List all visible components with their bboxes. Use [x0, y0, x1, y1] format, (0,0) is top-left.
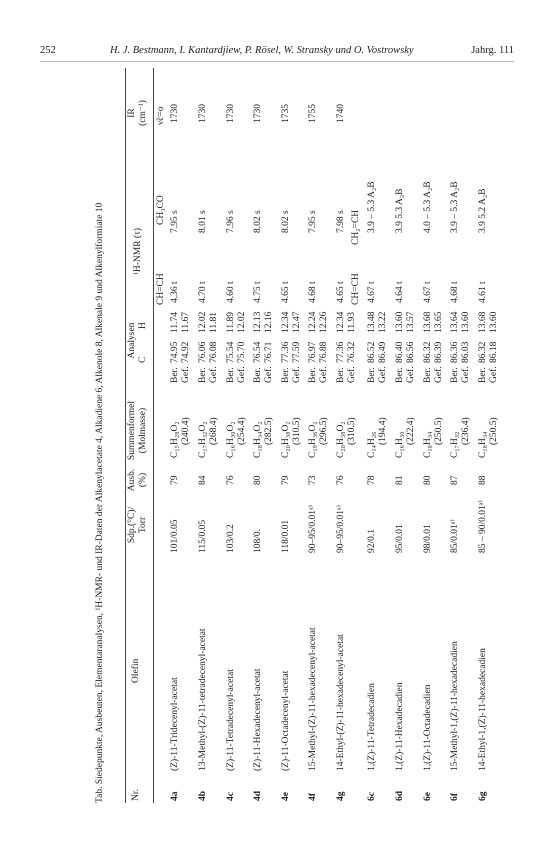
cell-formula: C₁₇H₃₂O₂	[198, 421, 208, 458]
cell-formula: C₂₀H₃₈O₂	[336, 421, 346, 458]
cell-found-c: 76.71	[264, 341, 274, 363]
cell-formula: C₁₇H₃₂	[450, 431, 460, 458]
cell-ausb: 80	[253, 475, 263, 485]
cell-ir: 1730	[170, 104, 180, 123]
cell-found-h: 13.60	[489, 311, 499, 333]
cell-ausb: 79	[281, 475, 291, 485]
cell-ir: 1730	[226, 104, 236, 123]
cell-olefin: (Z)-11-Hexadecenyl-acetat	[253, 668, 263, 771]
cell-calc-c: 76.54	[253, 341, 263, 363]
cell-calc-label: Ber.	[336, 367, 346, 383]
cell-found-h: 12.16	[264, 311, 274, 333]
cell-olefin: 1,(Z)-11-Octadecadien	[423, 684, 433, 771]
cell-nmr2: 3.9 – 5.3 A₂B	[450, 181, 460, 233]
cell-nmr2: 7.98 s	[336, 210, 346, 233]
cell-nr: 4a	[170, 791, 180, 801]
cell-calc-c: 86.40	[395, 341, 405, 363]
cell-formula: C₂₀H₃₈O₂	[281, 421, 291, 458]
cell-nmr2: 3.9 5.2 A₂B	[478, 188, 488, 233]
cell-found-c: 76.32	[347, 341, 357, 363]
cell-formula: C₁₆H₃₀O₂	[226, 421, 236, 458]
cell-sdp: 95/0.01	[395, 524, 405, 553]
cell-calc-h: 11.74	[170, 311, 180, 333]
cell-olefin: 15-Methyl-(Z)-11-hexadecenyl-acetat	[308, 627, 318, 771]
cell-ir: 1755	[308, 104, 318, 123]
cell-ir: 1730	[253, 104, 263, 123]
cell-found-label: Gef.	[406, 366, 416, 383]
cell-nmr2: 4.0 – 5.3 A₂B	[423, 181, 433, 233]
cell-calc-c: 86.52	[367, 341, 377, 363]
cell-found-h: 13.60	[461, 311, 471, 333]
cell-sdp: 108/0.	[253, 528, 263, 553]
cell-nmr2: 8.01 s	[198, 210, 208, 233]
cell-found-label: Gef.	[461, 366, 471, 383]
table-top-rule	[125, 68, 126, 803]
cell-calc-label: Ber.	[253, 367, 263, 383]
cell-found-c: 76.88	[319, 341, 329, 363]
cell-found-h: 12.26	[319, 311, 329, 333]
cell-sdp: 101/0.05	[170, 519, 180, 553]
cell-found-c: 77.59	[292, 341, 302, 363]
cell-nmr1: 4.36 t	[170, 281, 180, 303]
journal-year: Jahrg. 111	[471, 45, 514, 56]
col-header-ausb-2: (%)	[138, 472, 148, 488]
cell-formula: C₁₈H₃₄	[478, 431, 488, 458]
cell-found-label: Gef.	[209, 366, 219, 383]
cell-found-label: Gef.	[489, 366, 499, 383]
cell-formula: C₁₄H₂₆	[367, 431, 377, 458]
cell-calc-label: Ber.	[450, 367, 460, 383]
cell-nr: 6e	[423, 792, 433, 801]
cell-ausb: 73	[308, 475, 318, 485]
cell-ausb: 81	[395, 475, 405, 485]
subheader-dienes-ch: CH=CH	[351, 273, 361, 305]
col-header-sdp-2: Torr	[138, 516, 148, 534]
cell-calc-label: Ber.	[308, 367, 318, 383]
cell-olefin: 14-Ethyl-(Z)-11-hexadecenyl-acetat	[336, 634, 346, 771]
cell-calc-h: 13.68	[423, 311, 433, 333]
cell-sdp: 115/0.05	[198, 519, 208, 553]
cell-olefin: (Z)-11-Octadecenyl-acetat	[281, 670, 291, 771]
cell-nr: 4g	[336, 791, 346, 801]
cell-olefin: (Z)-11-Tetradecenyl-acetat	[226, 669, 236, 771]
cell-found-c: 86.03	[461, 341, 471, 363]
cell-ir: 1730	[198, 104, 208, 123]
cell-calc-label: Ber.	[281, 367, 291, 383]
cell-sdp: 118/0.01	[281, 519, 291, 553]
cell-nmr1: 4.60 t	[226, 281, 236, 303]
cell-mass: (254.4)	[237, 417, 247, 445]
cell-nmr2: 8.02 s	[281, 210, 291, 233]
cell-calc-h: 12.34	[336, 311, 346, 333]
cell-found-c: 86.39	[434, 341, 444, 363]
cell-nmr2: 7.95 s	[170, 210, 180, 233]
cell-ausb: 78	[367, 475, 377, 485]
cell-formula: C₁₈H₃₄	[423, 431, 433, 458]
cell-found-h: 12.02	[237, 311, 247, 333]
cell-found-label: Gef.	[237, 366, 247, 383]
col-header-ir-1: IR	[127, 108, 137, 118]
cell-calc-label: Ber.	[423, 367, 433, 383]
subheader-acetate-ch3co: CH₃CO	[156, 195, 166, 225]
cell-calc-h: 13.64	[450, 311, 460, 333]
col-header-sdp-1: Sdp.(°C)/	[127, 506, 137, 544]
cell-calc-c: 86.36	[450, 341, 460, 363]
cell-found-c: 86.18	[489, 341, 499, 363]
cell-calc-label: Ber.	[170, 367, 180, 383]
cell-sdp: 85/0.01ᵃ⁾	[450, 519, 460, 553]
cell-nr: 4e	[281, 792, 291, 801]
table-caption: Tab. Siedepunkte, Ausbeuten, Elementaranalysen, ¹H-NMR- und IR-Daten der Alkenylacetate 4, Alkadiene 6, Alkenole 8, Alkenale 9 und Alkenylformiate 10	[95, 202, 105, 803]
cell-olefin: 1,(Z)-11-Tetradecadien	[367, 683, 377, 771]
col-header-analysen-c: C	[138, 356, 148, 363]
cell-olefin: 14-Ethyl-1,(Z)-11-hexadecadien	[478, 648, 488, 771]
cell-calc-h: 13.48	[367, 311, 377, 333]
cell-calc-h: 13.68	[478, 311, 488, 333]
cell-nr: 4f	[308, 793, 318, 801]
cell-found-h: 11.93	[347, 311, 357, 333]
cell-calc-c: 74.95	[170, 341, 180, 363]
cell-ausb: 76	[226, 475, 236, 485]
col-header-nmr: ¹H-NMR (τ)	[133, 227, 143, 275]
cell-mass: (240.4)	[181, 417, 191, 445]
cell-calc-c: 77.36	[281, 341, 291, 363]
cell-mass: (310.5)	[292, 417, 302, 445]
cell-nmr1: 4.70 t	[198, 281, 208, 303]
cell-found-c: 86.49	[378, 341, 388, 363]
cell-nmr2: 7.96 s	[226, 210, 236, 233]
cell-calc-h: 13.60	[395, 311, 405, 333]
cell-found-c: 86.56	[406, 341, 416, 363]
cell-nmr1: 4.67 t	[367, 281, 377, 303]
cell-calc-h: 12.13	[253, 311, 263, 333]
col-header-ausb-1: Ausb.	[127, 468, 137, 492]
cell-nr: 6f	[450, 793, 460, 801]
cell-calc-h: 11.89	[226, 311, 236, 333]
cell-found-label: Gef.	[181, 366, 191, 383]
cell-ausb: 84	[198, 475, 208, 485]
cell-found-h: 11.81	[209, 311, 219, 333]
subheader-acetate-ir: ν̃c=o	[156, 106, 166, 125]
cell-calc-label: Ber.	[226, 367, 236, 383]
cell-calc-label: Ber.	[395, 367, 405, 383]
cell-mass: (250.5)	[489, 417, 499, 445]
cell-found-h: 13.57	[406, 311, 416, 333]
cell-calc-label: Ber.	[367, 367, 377, 383]
cell-ir: 1740	[336, 104, 346, 123]
cell-found-label: Gef.	[292, 366, 302, 383]
cell-nr: 6c	[367, 792, 377, 801]
cell-found-c: 76.08	[209, 341, 219, 363]
col-header-nr: Nr.	[131, 789, 141, 801]
cell-nmr1: 4.65 t	[336, 281, 346, 303]
cell-nr: 4d	[253, 790, 263, 801]
cell-calc-c: 86.32	[423, 341, 433, 363]
col-header-ir-2: (cm⁻¹)	[138, 100, 148, 126]
cell-calc-c: 77.36	[336, 341, 346, 363]
subheader-acetate-ch: CH=CH	[156, 273, 166, 305]
cell-sdp: 90–95/0.01ᵃ⁾	[336, 505, 346, 553]
cell-mass: (236.4)	[461, 417, 471, 445]
cell-nmr1: 4.61 t	[478, 281, 488, 303]
cell-nmr2: 8.02 s	[253, 210, 263, 233]
cell-nr: 4b	[198, 790, 208, 801]
cell-calc-c: 76.97	[308, 341, 318, 363]
rotated-table	[95, 68, 535, 803]
cell-nmr1: 4.67 t	[423, 281, 433, 303]
running-authors: H. J. Bestmann, I. Kantardjiew, P. Rösel, W. Stransky und O. Vostrowsky	[110, 45, 414, 56]
cell-formula: C₁₉H₃₆O₂	[308, 421, 318, 458]
cell-ausb: 87	[450, 475, 460, 485]
cell-found-label: Gef.	[347, 366, 357, 383]
cell-found-label: Gef.	[434, 366, 444, 383]
cell-formula: C₁₈H₃₄O₂	[253, 421, 263, 458]
cell-ausb: 79	[170, 475, 180, 485]
cell-olefin: (Z)-11-Tridecenyl-acetat	[170, 677, 180, 771]
cell-sdp: 103/0.2	[226, 524, 236, 553]
cell-calc-c: 75.54	[226, 341, 236, 363]
table-header-rule	[153, 68, 154, 803]
cell-formula: C₁₅H₂₈O₂	[170, 421, 180, 458]
col-header-formel-1: Summenformel	[127, 400, 137, 461]
page-header	[40, 45, 514, 62]
cell-nmr2: 3.9 5.3 A₂B	[395, 188, 405, 233]
cell-mass: (282.5)	[264, 417, 274, 445]
cell-olefin: 1,(Z)-11-Hexadecadien	[395, 682, 405, 771]
cell-mass: (250.5)	[434, 417, 444, 445]
cell-formula: C₁₆H₃₀	[395, 431, 405, 458]
col-header-analysen-h: H	[138, 322, 148, 329]
cell-calc-label: Ber.	[198, 367, 208, 383]
cell-nmr1: 4.68 t	[450, 281, 460, 303]
cell-mass: (310.5)	[347, 417, 357, 445]
cell-nmr1: 4.64 t	[395, 281, 405, 303]
subheader-dienes-ch2: CH₂=CH	[351, 209, 361, 245]
page-number: 252	[40, 45, 56, 56]
cell-found-label: Gef.	[264, 366, 274, 383]
cell-ausb: 88	[478, 475, 488, 485]
cell-nmr2: 7.95 s	[308, 210, 318, 233]
cell-found-h: 13.22	[378, 311, 388, 333]
cell-nmr1: 4.68 t	[308, 281, 318, 303]
cell-found-label: Gef.	[378, 366, 388, 383]
cell-mass: (296.5)	[319, 417, 329, 445]
cell-nr: 6g	[478, 791, 488, 801]
cell-ausb: 76	[336, 475, 346, 485]
cell-ausb: 80	[423, 475, 433, 485]
cell-olefin: 13-Methyl-(Z)-11-tetradecenyl-acetat	[198, 628, 208, 771]
col-header-analysen: Analysen	[127, 322, 137, 359]
col-header-formel-2: (Molmasse)	[138, 407, 148, 454]
cell-found-c: 74.92	[181, 341, 191, 363]
cell-nmr1: 4.65 t	[281, 281, 291, 303]
cell-nr: 4c	[226, 792, 236, 801]
cell-calc-h: 12.34	[281, 311, 291, 333]
cell-calc-c: 76.06	[198, 341, 208, 363]
cell-calc-label: Ber.	[478, 367, 488, 383]
cell-sdp: 90–95/0.01ᵃ⁾	[308, 505, 318, 553]
cell-sdp: 98/0.01	[423, 524, 433, 553]
col-header-olefin: Olefin	[131, 658, 141, 683]
cell-found-h: 12.47	[292, 311, 302, 333]
cell-sdp: 92/0.1	[367, 528, 377, 553]
cell-found-c: 75.70	[237, 341, 247, 363]
cell-ir: 1735	[281, 104, 291, 123]
cell-calc-h: 12.02	[198, 311, 208, 333]
cell-nmr2: 3.9 – 5.3 A₂B	[367, 181, 377, 233]
cell-nmr1: 4.75 t	[253, 281, 263, 303]
cell-sdp: 85 – 90/0.01ᵃ⁾	[478, 500, 488, 553]
cell-mass: (194.4)	[378, 417, 388, 445]
cell-mass: (222.4)	[406, 417, 416, 445]
cell-calc-h: 12.24	[308, 311, 318, 333]
cell-found-label: Gef.	[319, 366, 329, 383]
cell-mass: (268.4)	[209, 417, 219, 445]
cell-found-h: 11.67	[181, 311, 191, 333]
cell-calc-c: 86.32	[478, 341, 488, 363]
cell-nr: 6d	[395, 790, 405, 801]
cell-found-h: 13.65	[434, 311, 444, 333]
cell-olefin: 15-Methyl-1,(Z)-11-hexadecadien	[450, 641, 460, 771]
